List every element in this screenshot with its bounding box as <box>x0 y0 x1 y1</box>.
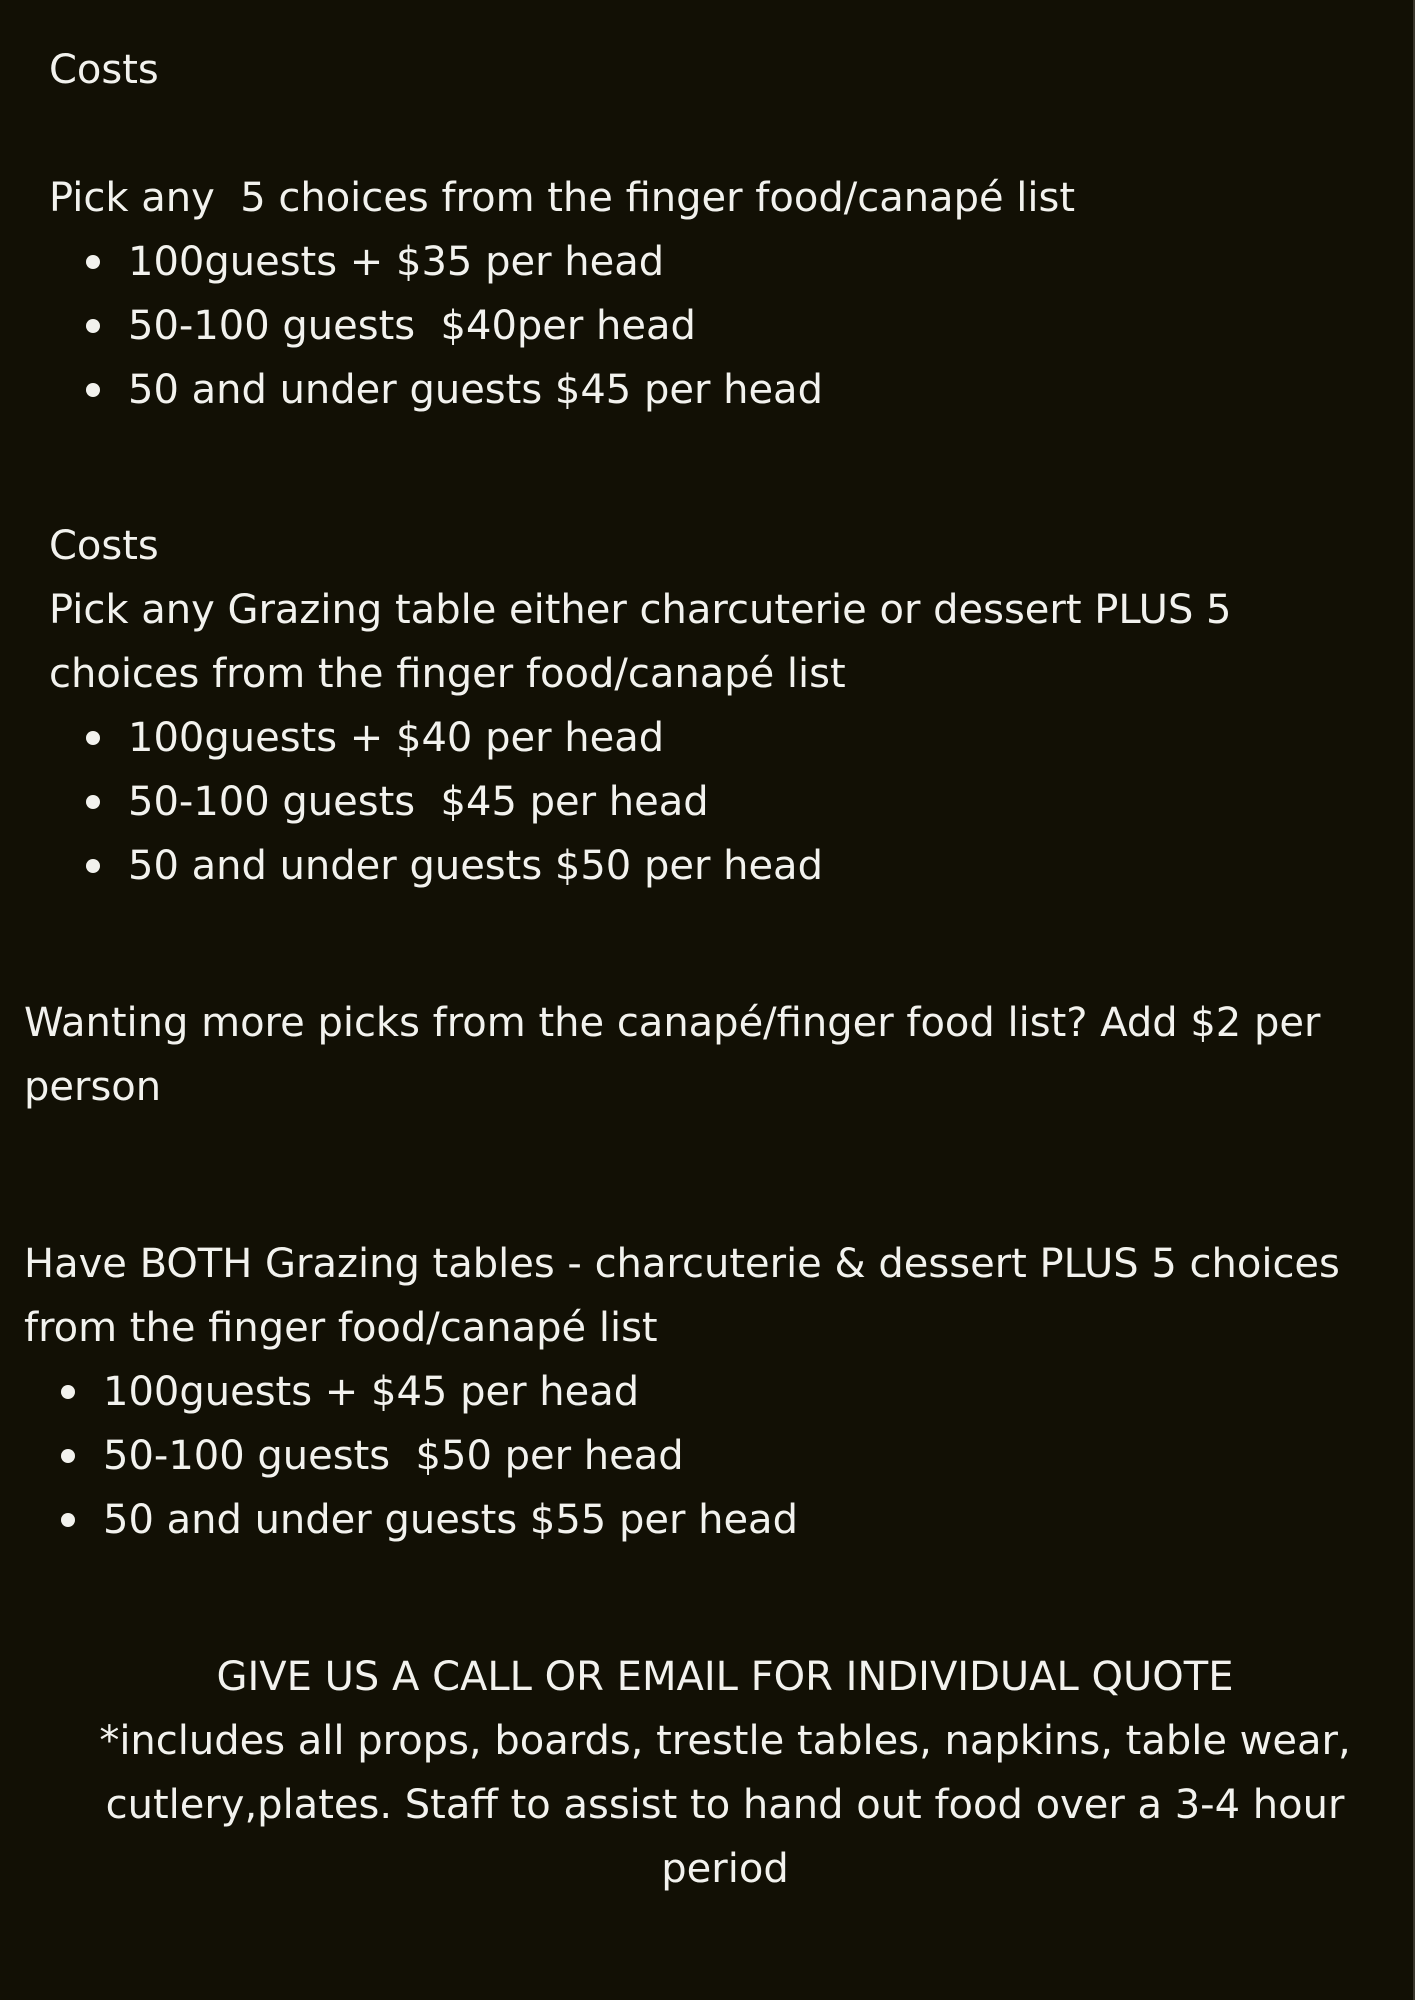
section-intro: Have BOTH Grazing tables - charcuterie & dessert PLUS 5 choices from the finger food/canapé list <box>24 1241 1353 1351</box>
price-tier-list <box>49 706 1369 898</box>
price-tier-list <box>24 1360 1394 1552</box>
section-intro: Pick any 5 choices from the finger food/canapé list <box>49 175 1076 221</box>
call-to-action: GIVE US A CALL OR EMAIL FOR INDIVIDUAL QUOTE <box>216 1654 1234 1700</box>
section-intro: Pick any Grazing table either charcuterie or dessert PLUS 5 choices from the finger food/canapé list <box>49 587 1245 697</box>
pricing-section-finger-food <box>49 38 1369 422</box>
price-tier-item: 50-100 guests $40per head <box>49 294 1369 358</box>
price-tier-item: 50 and under guests $50 per head <box>49 834 1369 898</box>
spacer <box>49 102 1369 166</box>
price-tier-item: 100guests + $45 per head <box>24 1360 1394 1424</box>
price-tier-list <box>49 230 1369 422</box>
includes-note: *includes all props, boards, trestle tables, napkins, table wear, cutlery,plates. Staff to assist to hand out food over a 3-4 hour period <box>99 1718 1364 1892</box>
section-heading: Costs <box>49 523 159 569</box>
price-tier-item: 100guests + $35 per head <box>49 230 1369 294</box>
price-tier-item: 50-100 guests $45 per head <box>49 770 1369 834</box>
price-tier-item: 50-100 guests $50 per head <box>24 1424 1394 1488</box>
price-tier-item: 100guests + $40 per head <box>49 706 1369 770</box>
price-tier-item: 50 and under guests $45 per head <box>49 358 1369 422</box>
pricing-section-both-grazing-tables <box>24 1232 1394 1552</box>
quote-section <box>90 1645 1364 1901</box>
extra-picks-note-section <box>24 991 1394 1119</box>
pricing-section-single-grazing-table <box>49 514 1369 898</box>
section-heading: Costs <box>49 47 159 93</box>
extra-picks-note: Wanting more picks from the canapé/finger food list? Add $2 per person <box>24 1000 1334 1110</box>
price-tier-item: 50 and under guests $55 per head <box>24 1488 1394 1552</box>
